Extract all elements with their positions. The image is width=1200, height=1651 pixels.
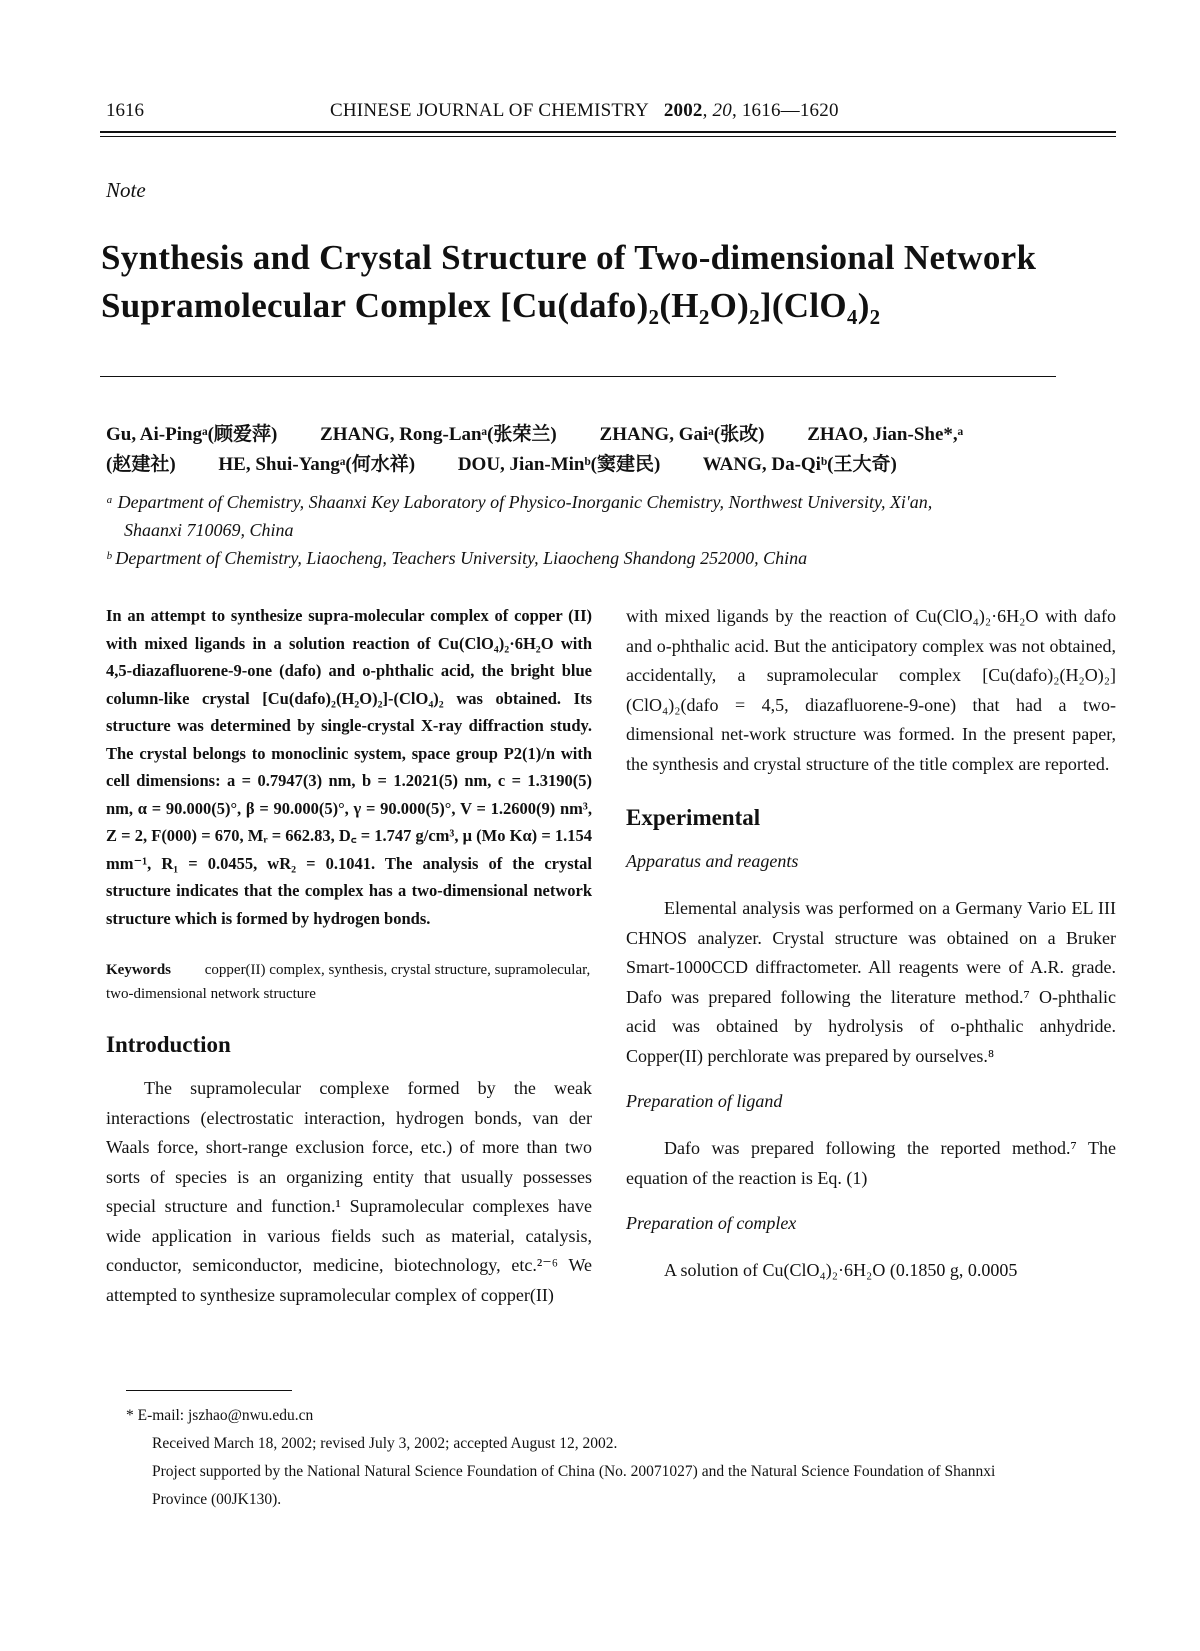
header-rule-top bbox=[100, 131, 1116, 133]
introduction-heading: Introduction bbox=[106, 1032, 231, 1057]
title-line-1: Synthesis and Crystal Structure of Two-dimensional Network bbox=[101, 238, 1037, 277]
author: (赵建社) bbox=[106, 454, 176, 475]
footnotes bbox=[126, 1402, 1116, 1514]
abstract: In an attempt to synthesize supra-molecular complex of copper (II) with mixed ligands in a solution reaction of Cu(ClO₄)₂·6H₂O with 4,5-diazafluorene-9-one (dafo) and o-phthalic acid, the bright blue column-like crystal [Cu(dafo)₂(H₂O)₂]-(ClO₄)₂ was obtained. Its structure was determined by single-crystal X-ray diffraction study. The crystal belongs to monoclinic system, space group P2(1)/n with cell dimensions: a = 0.7947(3) nm, b = 1.2021(5) nm, c = 1.3190(5) nm, α = 90.000(5)°, β = 90.000(5)°, γ = 90.000(5)°, V = 1.2600(9) nm³, Z = 2, F(000) = 670, Mᵣ = 662.83, D꜀ = 1.747 g/cm³, μ (Mo Kα) = 1.154 mm⁻¹, R₁ = 0.0455, wR₂ = 0.1041. The analysis of the crystal structure indicates that the complex has a two-dimensional network structure which is formed by hydrogen bonds. bbox=[106, 606, 592, 928]
left-column bbox=[106, 602, 592, 1310]
right-column bbox=[626, 602, 1116, 1286]
author: ZHANG, Gaiᵃ(张改) bbox=[599, 424, 765, 445]
footnote-email: * E-mail: jszhao@nwu.edu.cn bbox=[126, 1407, 314, 1424]
authors-line-2 bbox=[106, 450, 1116, 480]
title-line-2: Supramolecular Complex [Cu(dafo)₂(H₂O)₂](ClO₄)₂ bbox=[101, 286, 881, 325]
footnote-project-cont: Province (00JK130). bbox=[152, 1491, 282, 1508]
note-label: Note bbox=[106, 178, 146, 202]
introduction-paragraph: The supramolecular complexe formed by the weak interactions (electrostatic interaction, hydrogen bonds, van der Waals force, short-range exclusion force, etc.) of more than two sorts of species is an organizing entity that usually possesses special structure and function.¹ Supramolecular complexes have wide application in various fields such as material, catalysis, conductor, semiconductor, medicine, biotechnology, etc.²⁻⁶ We attempted to synthesize supramolecular complex of copper(II) bbox=[106, 1078, 592, 1305]
ligand-paragraph: Dafo was prepared following the reported method.⁷ The equation of the reaction is Eq. (1) bbox=[626, 1138, 1116, 1188]
experimental-heading: Experimental bbox=[626, 805, 761, 830]
header-rule-bottom bbox=[100, 136, 1116, 137]
author: ZHANG, Rong-Lanᵃ(张荣兰) bbox=[320, 424, 557, 445]
author: WANG, Da-Qiᵇ(王大奇) bbox=[702, 454, 897, 475]
affiliation-b: ᵇ Department of Chemistry, Liaocheng, Teachers University, Liaocheng Shandong 252000, China bbox=[106, 548, 808, 568]
keywords bbox=[106, 958, 592, 1006]
subheading-ligand: Preparation of ligand bbox=[626, 1091, 783, 1111]
subheading-apparatus: Apparatus and reagents bbox=[626, 851, 799, 871]
title-rule bbox=[100, 376, 1056, 377]
author: DOU, Jian-Minᵇ(窦建民) bbox=[457, 454, 661, 475]
journal-volume: 20 bbox=[712, 100, 732, 121]
footnote-project: Project supported by the National Natural Science Foundation of China (No. 20071027) and the Natural Science Foundation of Shannxi bbox=[152, 1463, 996, 1480]
introduction-continuation: with mixed ligands by the reaction of Cu(ClO₄)₂·6H₂O with dafo and o-phthalic acid. But the anticipatory complex was not obtained, accidentally, a supramolecular complex [Cu(dafo)₂(H₂O)₂](ClO₄)₂(dafo = 4,5, diazafluorene-9-one) that had a two-dimensional net-work structure was formed. In the present paper, the synthesis and crystal structure of the title complex are reported. bbox=[626, 606, 1116, 774]
journal-year: 2002 bbox=[663, 100, 703, 121]
affiliations bbox=[106, 488, 1116, 572]
journal-pages: 1616—1620 bbox=[741, 100, 839, 121]
complex-paragraph: A solution of Cu(ClO₄)₂·6H₂O (0.1850 g, 0.0005 bbox=[664, 1260, 1018, 1280]
page-number: 1616 bbox=[106, 100, 144, 121]
keywords-label: Keywords bbox=[106, 962, 171, 978]
apparatus-paragraph: Elemental analysis was performed on a Germany Vario EL III CHNOS analyzer. Crystal structure was obtained on a Bruker Smart-1000CCD diffractometer. All reagents were of A.R. grade. Dafo was prepared following the literature method.⁷ O-phthalic acid was obtained by hydrolysis of o-phthalic anhydride. Copper(II) perchlorate was prepared by ourselves.⁸ bbox=[626, 898, 1116, 1066]
footnote-rule bbox=[126, 1390, 292, 1391]
author-list bbox=[106, 420, 1116, 480]
journal-name: CHINESE JOURNAL OF CHEMISTRY bbox=[330, 100, 649, 121]
affiliation-a: ᵃ Department of Chemistry, Shaanxi Key Laboratory of Physico-Inorganic Chemistry, Northwest University, Xi'an, bbox=[106, 492, 933, 512]
authors-line-1 bbox=[106, 420, 1116, 450]
keywords-text: copper(II) complex, synthesis, crystal structure, supramolecular, two-dimensional network structure bbox=[106, 962, 591, 1002]
footnote-received: Received March 18, 2002; revised July 3, 2002; accepted August 12, 2002. bbox=[152, 1435, 618, 1452]
author: ZHAO, Jian-She*,ᵃ bbox=[807, 424, 964, 445]
author: HE, Shui-Yangᵃ(何水祥) bbox=[218, 454, 416, 475]
affiliation-a-cont: Shaanxi 710069, China bbox=[124, 520, 294, 540]
author: Gu, Ai-Pingᵃ(顾爱萍) bbox=[106, 424, 278, 445]
journal-header: CHINESE JOURNAL OF CHEMISTRY 2002, 20, 1616—1620 bbox=[330, 100, 839, 121]
article-title bbox=[101, 234, 1121, 330]
subheading-complex: Preparation of complex bbox=[626, 1213, 797, 1233]
